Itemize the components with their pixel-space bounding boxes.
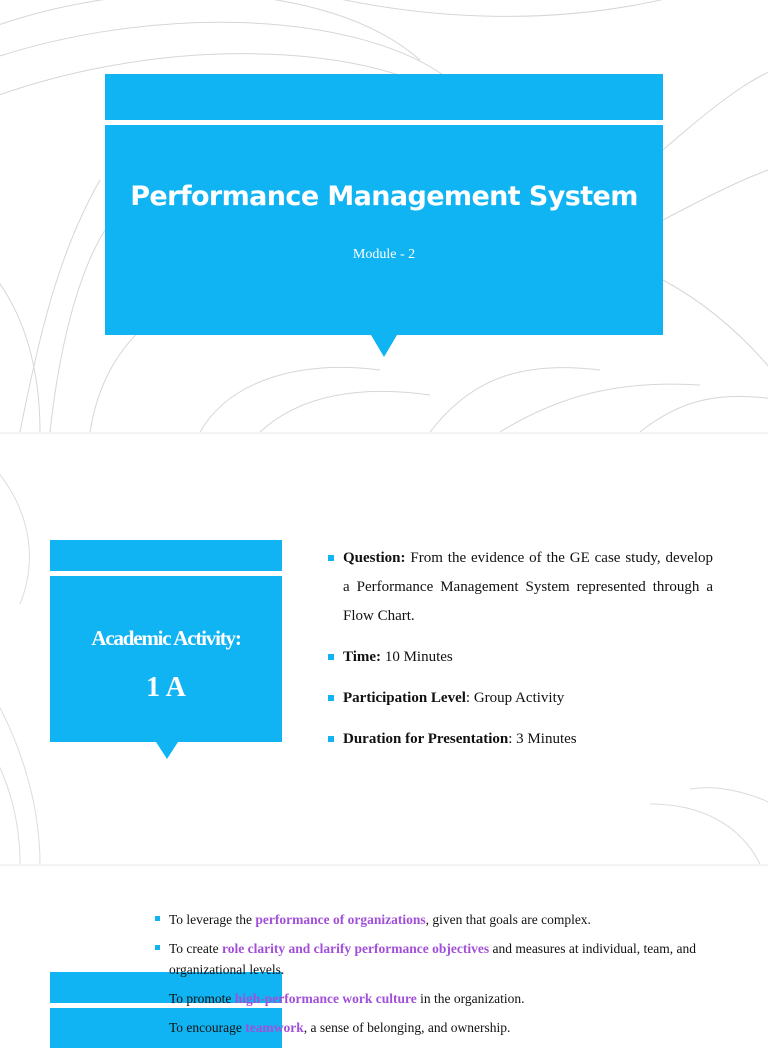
activity-details-list [328,544,713,766]
bullet-square-icon [328,736,334,742]
item-text: To encourage [169,1020,246,1035]
item-text: From the evidence of the GE case study, develop a Performance Management System represented through a Flow Chart. [343,550,713,624]
slide-title [0,0,768,432]
activity-box [50,576,282,742]
list-item [155,909,740,930]
activity-top-strip [50,540,282,571]
item-label: Participation Level [343,690,466,706]
item-text: 10 Minutes [381,649,453,665]
list-item [328,725,713,754]
slide-activity [0,434,768,864]
bullet-square-icon [155,995,160,1000]
bullet-square-icon [155,1024,160,1029]
bullet-square-icon [328,695,334,701]
list-item [155,1017,740,1038]
activity-callout-pointer [156,742,178,759]
item-text: : 3 Minutes [508,731,577,747]
bullet-square-icon [155,916,160,921]
objectives-list [155,909,740,1046]
bullet-square-icon [328,654,334,660]
item-label: Time: [343,649,382,665]
list-item [328,684,713,713]
item-text: To create [169,941,223,956]
item-text: : Group Activity [465,690,565,706]
activity-title: Academic Activity: [91,626,241,650]
item-text: To promote [169,991,235,1006]
title-top-strip [105,74,663,120]
title-box [105,125,663,335]
item-text: To leverage the [169,912,256,927]
list-item [328,643,713,672]
item-text: , given that goals are complex. [425,912,591,927]
bullet-square-icon [328,555,334,561]
item-highlight: high-performance work culture [234,991,417,1006]
list-item [155,938,740,980]
item-highlight: teamwork [245,1020,304,1035]
item-label: Question: [343,550,406,566]
item-highlight: role clarity and clarify performance objectives [222,941,490,956]
list-item [155,988,740,1009]
item-text: in the organization. [416,991,525,1006]
activity-code: 1 A [146,672,186,703]
list-item [328,544,713,631]
slide-objectives [0,866,768,1035]
item-text: , a sense of belonging, and ownership. [303,1020,511,1035]
item-text: and measures at individual, team, and organizational levels. [169,941,697,977]
bullet-square-icon [155,945,160,950]
page-title: Performance Management System [130,181,638,212]
title-callout-pointer [371,335,397,357]
item-highlight: performance of organizations [255,912,426,927]
item-label: Duration for Presentation [343,731,509,747]
module-subtitle: Module - 2 [352,247,416,262]
